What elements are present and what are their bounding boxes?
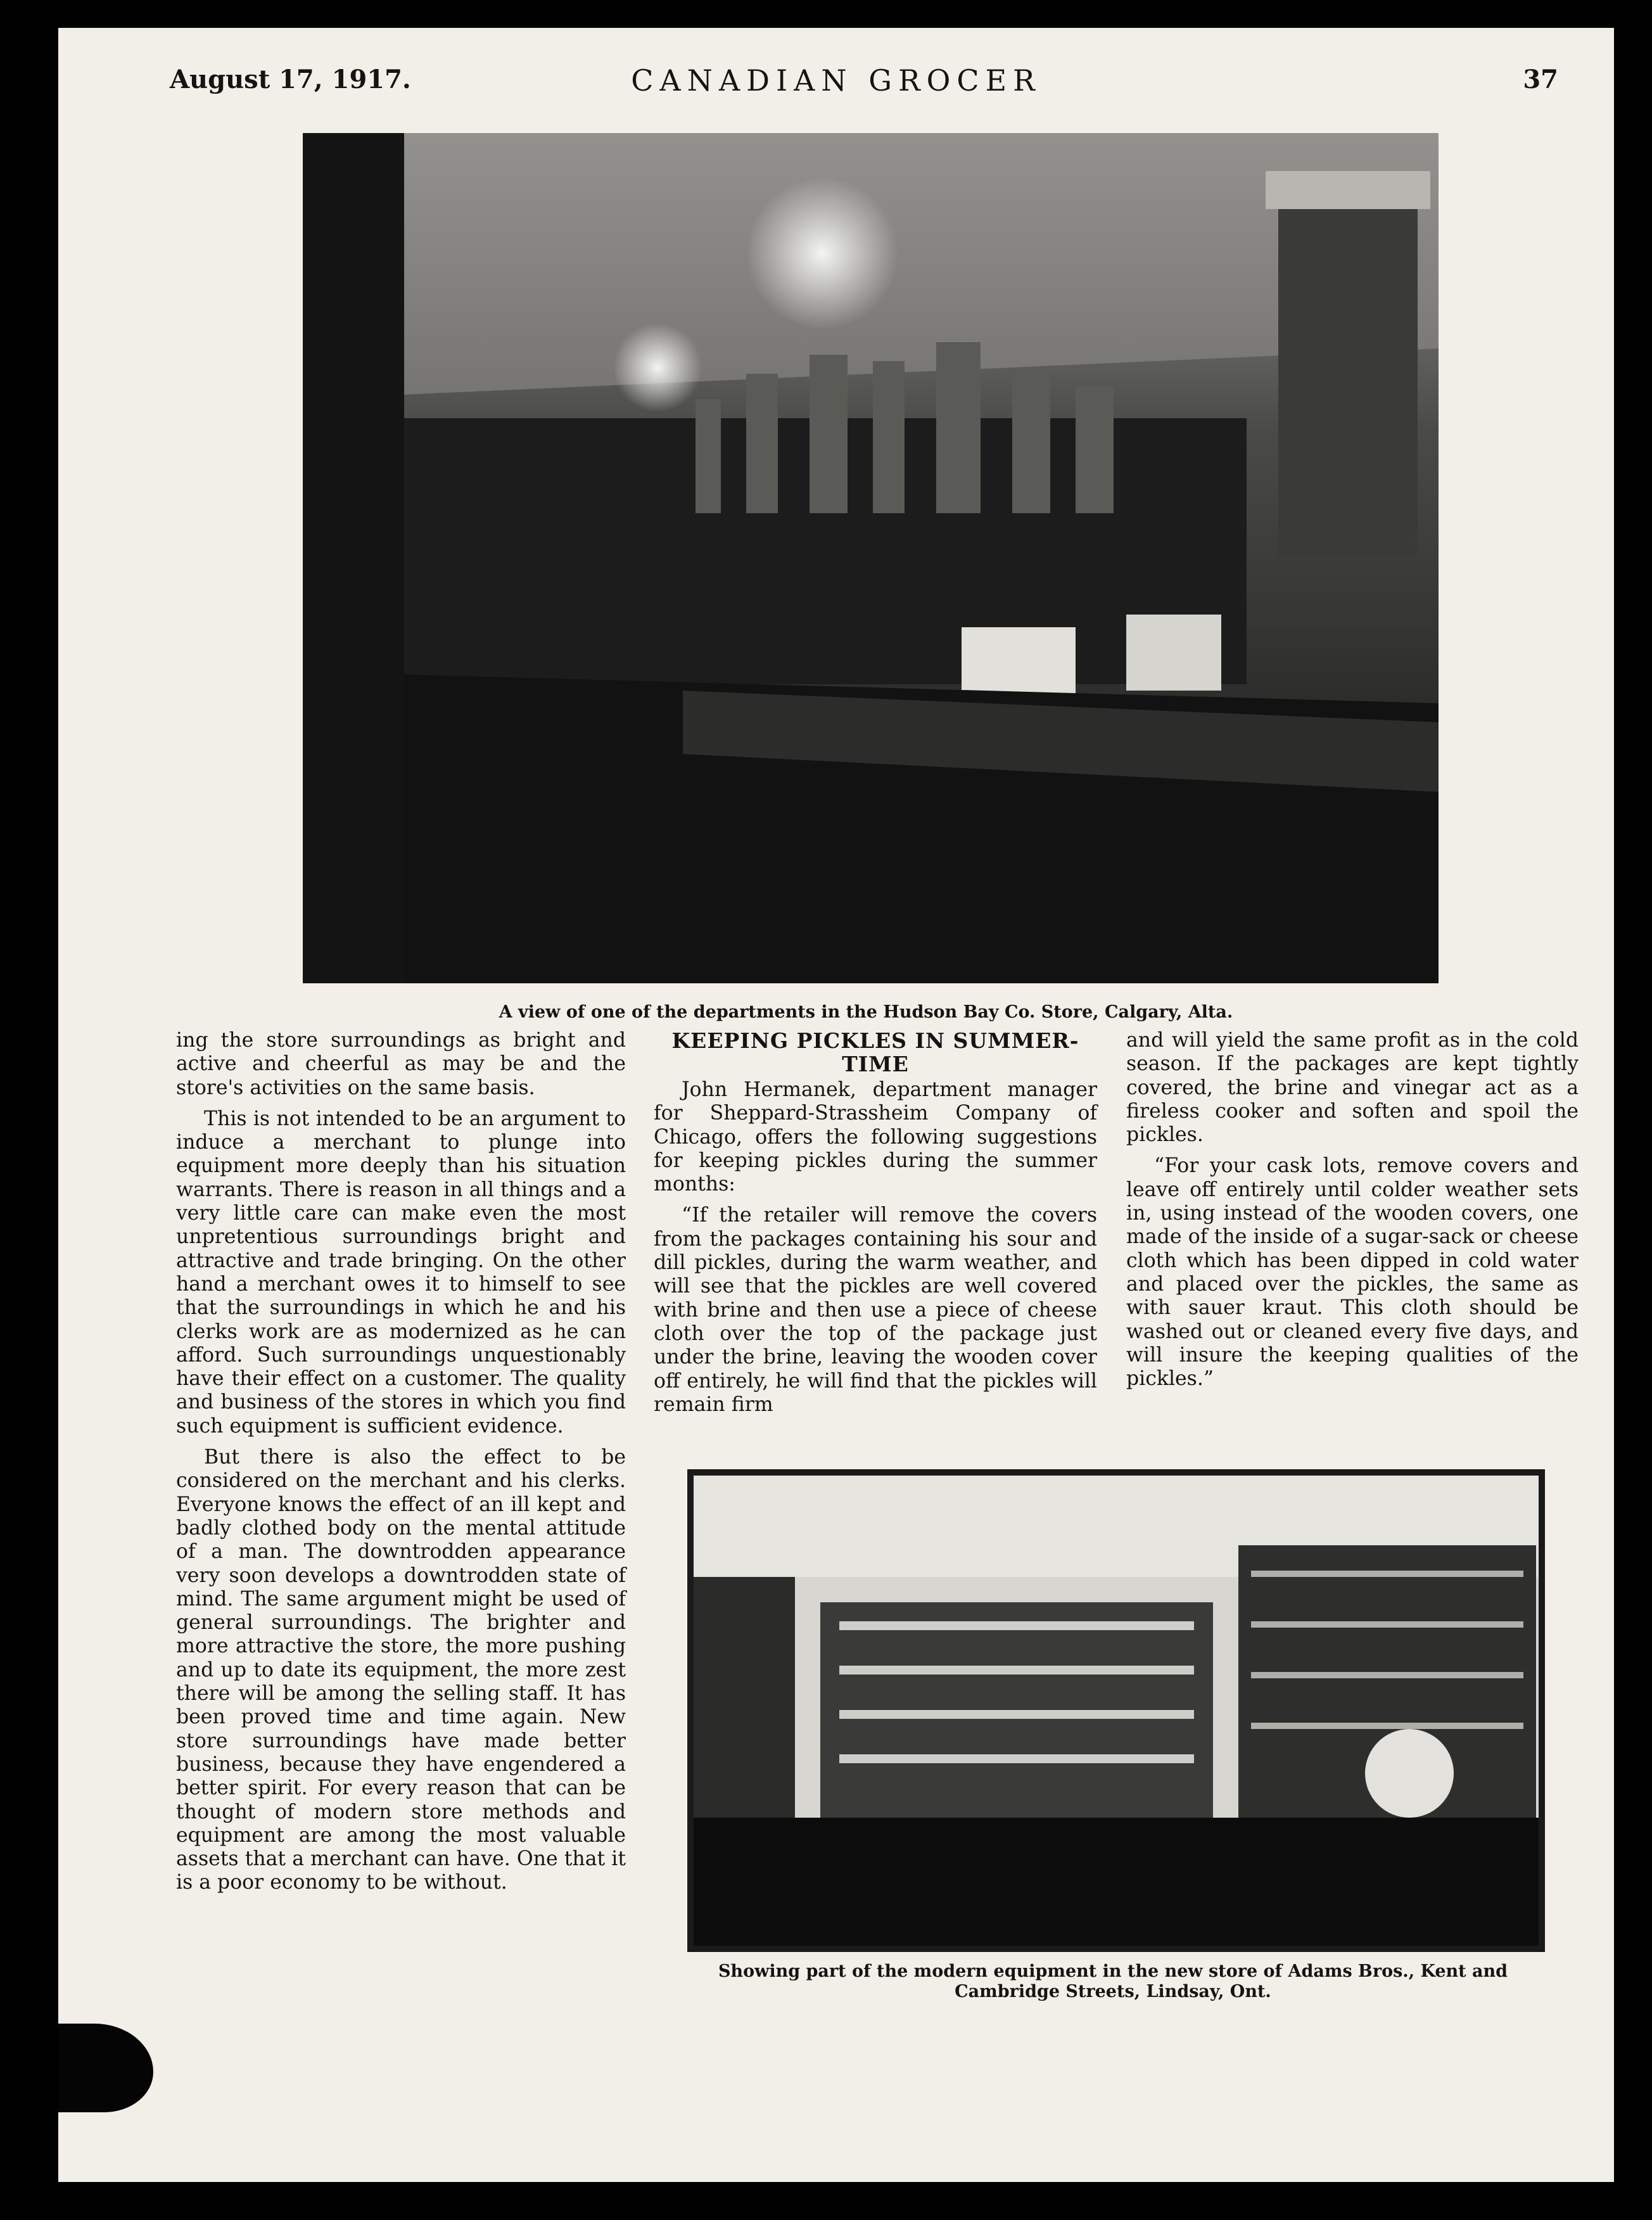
store-counter-illustration <box>694 1476 1539 1946</box>
ink-blot <box>58 2024 153 2112</box>
col1-paragraph: But there is also the effect to be considered on the merchant and his clerks. Everyone knows the effect of an ill kept and badly clothed body on the mental attitude of a man. The downtrodden appearance very soon develops a downtrodden state of mind. The same argument might be used of general surroundings. The brighter and more attractive the store, the more pushing and up to date its equipment, the more zest there will be among the selling staff. It has been proved time and time again. New store surroundings have made better business, because they have engendered a better spirit. For every reason that can be thought of modern store methods and equipment are among the most valuable assets that a merchant can have. One that it is a poor economy to be without. <box>176 1446 626 1894</box>
publication-title: CANADIAN GROCER <box>631 63 1041 98</box>
adams-bros-store-photo <box>687 1469 1545 1952</box>
issue-date: August 17, 1917. <box>170 65 411 94</box>
page-number: 37 <box>1523 65 1558 94</box>
store-interior-illustration <box>303 133 1439 983</box>
col3-paragraph: “For your cask lots, remove covers and leave off entirely until colder weather sets in, using instead of the wooden covers, one made of the inside of a sugar-sack or cheese cloth which has been dipped in cold water and placed over the pickles, the same as with sauer kraut. This cloth should be washed out or cleaned every five days, and will insure the keeping qualities of the pickles.” <box>1126 1154 1579 1391</box>
column-3 <box>1126 1029 1579 1391</box>
col2-paragraph: John Hermanek, department manager for Sheppard-Strassheim Company of Chicago, offers the following suggestions for keeping pickles during the summer months: <box>654 1078 1097 1196</box>
col1-paragraph: ing the store surroundings as bright and active and cheerful as may be and the store's activities on the same basis. <box>176 1029 626 1099</box>
col2-paragraph: “If the retailer will remove the covers from the packages containing his sour and dill pickles, during the warm weather, and will see that the pickles are well covered with brine and then use a piece of cheese cloth over the top of the package just under the brine, leaving the wooden cover off entirely, he will find that the pickles will remain firm <box>654 1204 1097 1416</box>
col1-paragraph: This is not intended to be an argument to induce a merchant to plunge into equipment more deeply than his situation warrants. There is reason in all things and a very little care can make even the most unpretentious surroundings bright and attractive and trade bringing. On the other hand a merchant owes it to himself to see that the surroundings in which he and his clerks work are as modernized as he can afford. Such surroundings unquestionably have their effect on a customer. The quality and business of the stores in which you find such equipment is sufficient evidence. <box>176 1107 626 1438</box>
newspaper-page <box>58 28 1614 2182</box>
col3-paragraph: and will yield the same profit as in the cold season. If the packages are kept tightly covered, the brine and vinegar act as a fireless cooker and soften and spoil the pickles. <box>1126 1029 1579 1147</box>
article-heading: KEEPING PICKLES IN SUMMER-TIME <box>671 1028 1079 1076</box>
top-photo-caption: A view of one of the departments in the Hudson Bay Co. Store, Calgary, Alta. <box>499 1002 1233 1022</box>
column-1 <box>176 1029 626 1895</box>
bottom-photo-caption: Showing part of the modern equipment in the new store of Adams Bros., Kent and Cambridge Streets, Lindsay, Ont. <box>718 1962 1508 2001</box>
store-department-photo <box>303 133 1439 983</box>
column-2 <box>654 1029 1097 1417</box>
